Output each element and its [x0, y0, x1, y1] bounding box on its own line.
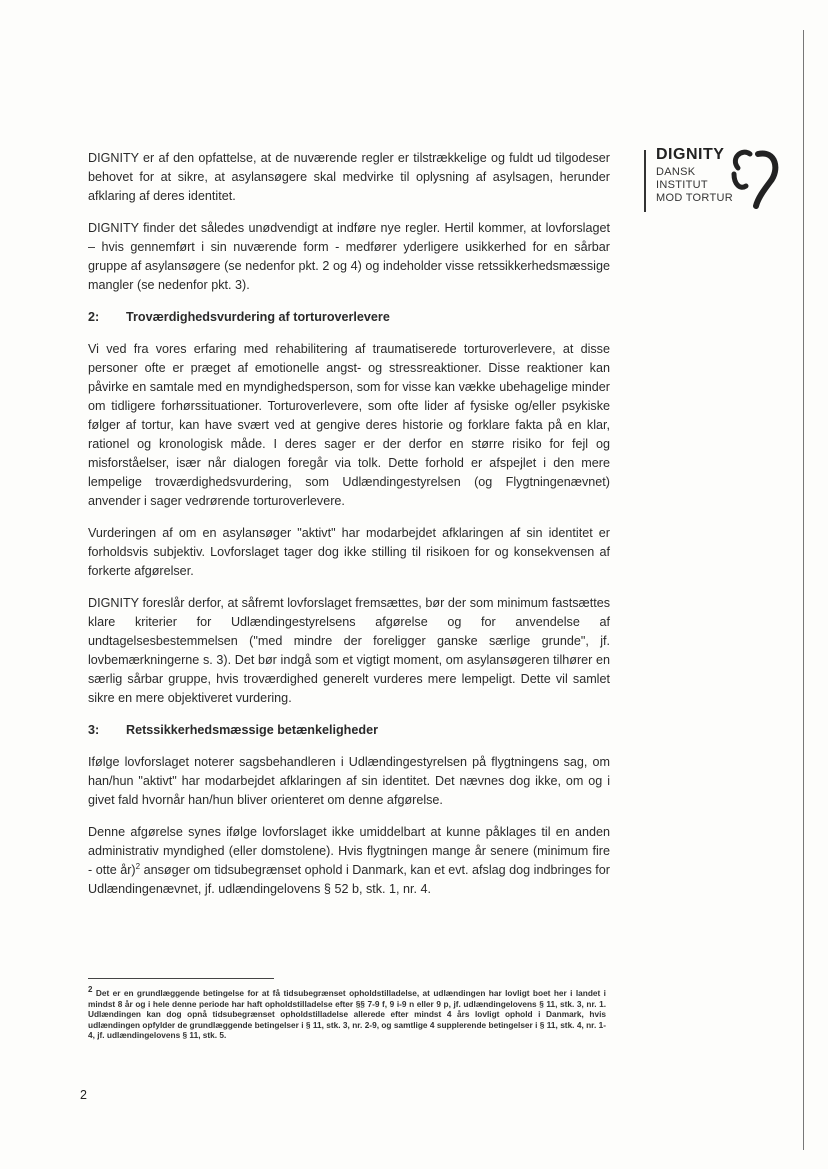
- logo-name: DIGNITY: [656, 146, 725, 163]
- page-number: 2: [80, 1088, 87, 1102]
- section-heading-2: [88, 308, 610, 327]
- section-heading-3: [88, 721, 610, 740]
- paragraph-6: Ifølge lovforslaget noterer sagsbehandleren i Udlændingestyrelsen på flygtningens sag, om han/hun "aktivt" har modarbejdet afklaringen af sin identitet. Det nævnes dog ikke, om og i givet fald hvornår han/hun bliver orienteret om denne afgørelse.: [88, 755, 610, 807]
- footnote-text: Det er en grundlæggende betingelse for at få tidsubegrænset opholdstilladelse, at udlændingen har lovligt boet her i landet i mindst 8 år og i hele denne periode har haft opholdstilladelse efter §§ 7-9 f, 9 i-9 n eller 9 p, jf. udlændingelovens § 11, stk. 3, nr. 1. Udlændingen kan dog opnå tidsubegrænset opholdstilladelse allerede efter mindst 4 års lovligt ophold i Danmark, hvis udlændingen opfylder de grundlæggende betingelser i § 11, stk. 3, nr. 2-9, og samtlige 4 supplerende betingelser i § 11, stk. 4, nr. 1-4, jf. udlændingelovens § 11, stk. 5.: [88, 988, 606, 1041]
- dignity-logo: [644, 146, 794, 216]
- paragraph-2: DIGNITY finder det således unødvendigt at indføre nye regler. Hertil kommer, at lovforslaget – hvis gennemført i sin nuværende form - medfører yderligere usikkerhed for en sårbar gruppe af asylansøgere (se nedenfor pkt. 2 og 4) og indeholder visse retssikkerhedsmæssige mangler (se nedenfor pkt. 3).: [88, 221, 610, 292]
- logo-divider: [644, 150, 646, 212]
- section-number: 2:: [88, 310, 100, 324]
- paragraph-1: DIGNITY er af den opfattelse, at de nuværende regler er tilstrækkelige og fuldt ud tilgodeser behovet for at sikre, at asylansøgere skal medvirke til oplysning af asylsagen, herunder afklaring af deres identitet.: [88, 151, 610, 203]
- scan-edge-line: [803, 30, 804, 1150]
- paragraph-7-part-a: Denne afgørelse synes ifølge lovforslaget ikke umiddelbart at kunne påklages til en anden administrativ myndighed (eller domstolene). Hvis flygtningen mange år senere (minimum fire - otte år): [88, 825, 610, 877]
- paragraph-4: Vurderingen af om en asylansøger "aktivt" har modarbejdet afklaringen af sin identitet er forholdsvis subjektiv. Lovforslaget tager dog ikke stilling til risikoen for og konsekvensen af forkerte afgørelser.: [88, 526, 610, 578]
- footnote-separator: [88, 978, 274, 979]
- footnote-marker: 2: [88, 985, 93, 995]
- logo-line-1: DANSK: [656, 166, 696, 178]
- footnote: [88, 985, 606, 1041]
- paragraph-3: Vi ved fra vores erfaring med rehabilitering af traumatiserede torturoverlevere, at disse personer ofte er præget af emotionelle angst- og stressreaktioner. Disse reaktioner kan påvirke en samtale med en myndighedsperson, som for visse kan vække ubehagelige minder om tidligere forhørssituationer. Torturoverlevere, som ofte lider af fysiske og/eller psykiske følger af tortur, kan have svært ved at gengive deres historie og forklare fakta på en klar, rationel og kronologisk måde. I deres sager er der derfor en større risiko for fejl og misforståelser, især når dialogen foregår via tolk. Dette forhold er afspejlet i den mere lempelige troværdighedsvurdering, som Udlændingestyrelsen (og Flygtningenævnet) anvender i sager vedrørende torturoverlevere.: [88, 342, 610, 508]
- paragraph-7: [88, 823, 610, 899]
- section-title: Retssikkerhedsmæssige betænkeligheder: [126, 723, 378, 737]
- letter-body: [88, 149, 610, 899]
- section-title: Troværdighedsvurdering af torturoverlevere: [126, 310, 390, 324]
- footnote-reference[interactable]: 2: [135, 861, 141, 871]
- section-number: 3:: [88, 723, 100, 737]
- logo-line-3: MOD TORTUR: [656, 192, 733, 204]
- paragraph-5: DIGNITY foreslår derfor, at såfremt lovforslaget fremsættes, bør der som minimum fastsættes klare kriterier for Udlændingestyrelsens afgørelse og for anvendelse af undtagelsesbestemmelsen ("med mindre der foreligger ganske særlige grunde", jf. lovbemærkningerne s. 3). Det bør indgå som et vigtigt moment, om asylansøgeren tilhører en særlig sårbar gruppe, hvis troværdighed generelt vurderes mere lempeligt. Dette vil samlet sikre en mere objektiveret vurdering.: [88, 596, 610, 705]
- logo-line-2: INSTITUT: [656, 179, 708, 191]
- paragraph-7-part-b: ansøger om tidsubegrænset ophold i Danmark, kan et evt. afslag dog indbringes for Udlændingenævnet, jf. udlændingelovens § 52 b, stk. 1, nr. 4.: [88, 863, 610, 896]
- logo-mark-icon: [724, 146, 784, 210]
